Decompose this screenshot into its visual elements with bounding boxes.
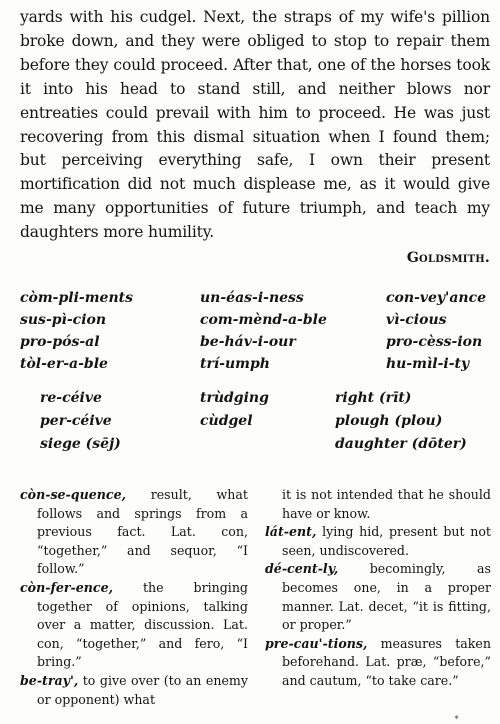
- definition-body: becomingly, as becomes one, in a proper manner. Lat. decet, “it is fitting, or proper.”: [282, 561, 491, 633]
- author-signature: Goldsmith.: [406, 250, 490, 266]
- definition-term: dé-cent-ly,: [265, 561, 339, 577]
- spelling-word: right (rīt): [335, 390, 412, 406]
- spelling-word: hu-mìl-i-ty: [386, 356, 470, 372]
- spelling-word: plough (plou): [335, 413, 443, 429]
- prose-paragraph: yards with his cudgel. Next, the straps of my wife's pillion broke down, and they were obliged to stop to repair them before they could proceed. After that, one of the horses took it into his head to stand still, and neither blows nor entreaties could prevail with him to proceed. He was just recovering from this dismal situation when I found them; but perceiving everything safe, I own their present mortification did not much displease me, as it would give me many opportunities of future triumph, and teach my daughters more humility.: [20, 8, 490, 242]
- spelling-word: re-céive: [40, 390, 102, 406]
- definition-body: lying hid, present but not seen, undiscovered.: [282, 524, 491, 558]
- definition-entry: [20, 672, 248, 709]
- definition-term: pre-cau'-tions,: [265, 635, 368, 651]
- definition-body: the bringing together of opinions, talking over a matter, discussion. Lat. con, “together,” and fero, “I bring.”: [37, 579, 248, 670]
- spelling-word: cùdgel: [200, 413, 253, 429]
- definition-term: còn-fer-ence,: [20, 579, 113, 595]
- spelling-word: be-háv-i-our: [200, 334, 296, 350]
- spelling-word: per-céive: [40, 413, 112, 429]
- definition-term: lát-ent,: [265, 524, 317, 540]
- spelling-word: con-vey'ance: [386, 290, 486, 306]
- spelling-word: trí-umph: [200, 356, 270, 372]
- definition-body: measures taken beforehand. Lat. præ, “before,” and cautum, “to take care.”: [282, 635, 491, 688]
- spelling-word: pro-pós-al: [20, 334, 100, 350]
- spelling-word: siege (sēj): [40, 436, 121, 452]
- definition-entry: [20, 486, 248, 579]
- spelling-word: com-mènd-a-ble: [200, 312, 327, 328]
- spelling-word: pro-cèss-ion: [386, 334, 483, 350]
- definition-term: còn-se-quence,: [20, 487, 126, 502]
- spelling-word: daughter (dōter): [335, 436, 467, 452]
- spelling-word: tòl-er-a-ble: [20, 356, 108, 372]
- definition-entry: [265, 560, 491, 634]
- definition-entry: [265, 635, 491, 691]
- prose-passage: [20, 6, 490, 245]
- definitions-column-left: [20, 486, 248, 709]
- definition-entry: [265, 523, 491, 560]
- definition-term: be-tray',: [20, 672, 79, 688]
- spelling-word: trùdging: [200, 390, 269, 406]
- definition-continuation: it is not intended that he should have or know.: [282, 487, 491, 521]
- definition-entry: [20, 579, 248, 672]
- spelling-word: còm-pli-ments: [20, 290, 133, 306]
- definitions-column-right: [265, 486, 491, 691]
- printer-mark: ✶: [453, 713, 460, 722]
- spelling-word: vì-cious: [386, 312, 447, 328]
- spelling-word: sus-pì-cion: [20, 312, 107, 328]
- definition-body: result, what follows and springs from a previous fact. Lat. con, “together,” and sequor, “I follow.”: [37, 487, 248, 577]
- spelling-word: un-éas-i-ness: [200, 290, 304, 306]
- definition-body: to give over (to an enemy or opponent) what: [37, 672, 248, 707]
